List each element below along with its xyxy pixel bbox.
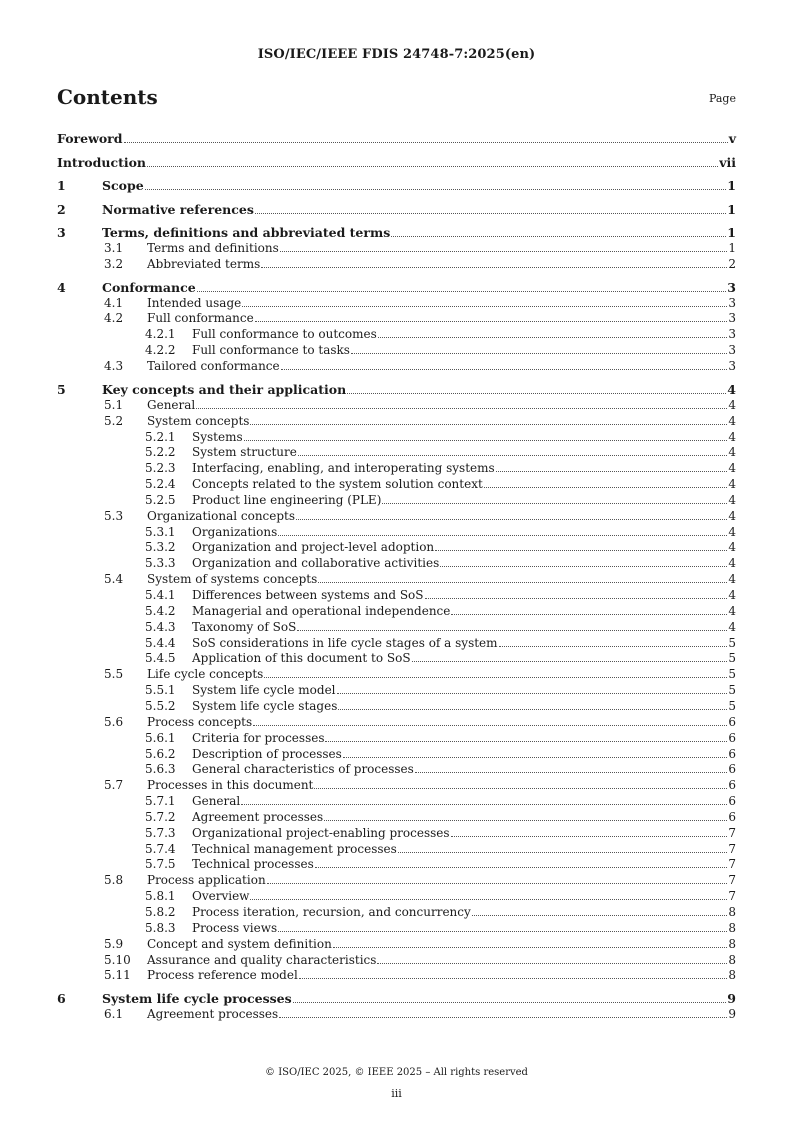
toc-entry-page: 5 [728,667,736,682]
toc-entry[interactable] [104,398,736,413]
dot-leader [241,803,727,805]
toc-entry[interactable] [104,667,736,682]
toc-entry-title: Agreement processes [147,1007,279,1022]
toc-entry-number: 4.2 [104,311,124,326]
toc-entry[interactable] [145,905,736,920]
toc-entry[interactable] [145,857,736,872]
toc-entry-title: Interfacing, enabling, and interoperating systems [192,461,495,476]
toc-entry-number: 5.4.5 [145,651,176,666]
toc-entry-number: 5.3.2 [145,540,176,555]
toc-entry-page: 1 [727,201,736,217]
dot-leader [145,188,727,190]
dot-leader [297,629,727,631]
toc-entry-number: 3.1 [104,240,124,255]
toc-entry[interactable] [104,359,736,374]
toc-entry-title: Organization and project-level adoption [192,540,435,555]
toc-entry-number: 5.8.1 [145,889,176,904]
toc-entry-number: 5.4.3 [145,619,176,634]
toc-entry[interactable] [145,477,736,492]
dot-leader [280,250,728,252]
toc-entry-title: Taxonomy of SoS [192,619,297,634]
dot-leader [318,581,727,583]
toc-entry-page: 7 [728,841,736,856]
toc-entry-number: 5.2.5 [145,492,176,507]
dot-leader [255,320,728,322]
toc-entry-page: 4 [728,397,736,412]
toc-entry[interactable] [145,889,736,904]
toc-entry-number: 4.1 [104,295,124,310]
toc-entry[interactable] [145,651,736,666]
toc-entry-page: 3 [728,295,736,310]
toc-entry[interactable] [145,461,736,476]
toc-entry-number: 5.9 [104,936,124,951]
toc-entry-number: 5.7.3 [145,825,176,840]
toc-entry[interactable] [104,572,736,587]
toc-entry-number: 5 [57,381,66,397]
dot-leader [472,914,728,916]
toc-entry-page: 4 [728,588,736,602]
toc-entry[interactable] [104,873,736,888]
toc-entry-title: Process reference model [147,968,298,983]
toc-entry-page: 5 [728,651,736,666]
toc-entry[interactable] [145,683,736,698]
toc-entry[interactable] [145,620,736,635]
toc-entry-number: 5.5 [104,667,124,682]
dot-leader [377,962,727,964]
toc-entry[interactable] [145,826,736,841]
dot-leader [281,368,728,370]
toc-entry-page: 6 [728,778,736,793]
dot-leader [499,645,728,647]
toc-entry-number: 4.3 [104,358,124,373]
toc-entry-title: Criteria for processes [192,730,325,745]
toc-entry-title: System of systems concepts [147,572,318,587]
toc-entry-page: 3 [727,279,736,295]
toc-entry-number: 5.6 [104,714,124,729]
toc-entry-title: Normative references [102,201,254,217]
toc-entry-title: System life cycle processes [102,991,292,1007]
toc-entry-page: 8 [728,936,736,951]
dot-leader [299,977,728,979]
toc-entry-number: 5.4.2 [145,603,176,618]
toc-entry-number: 5.2.4 [145,477,176,492]
dot-leader [261,266,727,268]
toc-entry-title: Foreword [57,131,123,146]
toc-entry-page: 4 [728,540,736,555]
dot-leader [378,336,728,338]
toc-entry-title: Agreement processes [192,809,324,824]
toc-entry-title: Concept and system definition [147,936,332,951]
toc-entry-number: 5.7 [104,778,124,793]
toc-entry[interactable] [145,731,736,746]
toc-entry[interactable] [104,1007,736,1022]
toc-entry[interactable] [104,257,736,272]
toc-entry-number: 4 [57,279,66,295]
toc-entry-title: Process iteration, recursion, and concurrency [192,905,471,919]
toc-entry-page: 4 [728,619,736,634]
dot-leader [435,549,727,551]
dot-leader [278,534,727,536]
toc-entry-title: Organizations [192,524,278,539]
toc-entry-number: 5.2.1 [145,429,176,444]
toc-entry[interactable] [104,953,736,968]
toc-entry-number: 5.10 [104,952,131,967]
toc-entry[interactable] [104,778,736,793]
toc-entry-page: 9 [727,991,736,1007]
toc-entry[interactable] [104,414,736,429]
toc-entry-page: vii [719,154,736,170]
dot-leader [398,851,728,853]
dot-leader [412,660,728,662]
toc-entry[interactable] [104,937,736,952]
toc-entry-page: 4 [727,381,736,397]
toc-entry-page: 2 [728,256,736,271]
dot-leader [347,392,726,394]
toc-entry-page: 1 [727,178,736,193]
toc-entry-title: Terms, definitions and abbreviated terms [102,225,391,240]
dot-leader [255,212,726,214]
toc-entry[interactable] [145,540,736,555]
toc-entry-title: System structure [192,445,297,460]
toc-entry-page: 5 [728,698,736,713]
toc-entry-page: 4 [728,572,736,587]
dot-leader [451,613,727,615]
toc-entry-number: 5.5.2 [145,698,176,713]
toc-entry[interactable] [145,636,736,651]
toc-entry-page: 3 [728,311,736,326]
toc-entry-number: 5.7.2 [145,809,176,824]
toc-entry[interactable] [145,794,736,809]
toc-entry-title: Abbreviated terms [147,256,261,271]
toc-entry[interactable] [145,588,736,603]
toc-entry-title: Product line engineering (PLE) [192,492,382,507]
toc-entry[interactable] [145,525,736,540]
toc-entry[interactable] [145,810,736,825]
dot-leader [382,502,727,504]
toc-entry[interactable] [145,762,736,777]
toc-entry[interactable] [145,921,736,936]
toc-entry[interactable] [57,155,736,170]
page-number: iii [391,1087,402,1100]
toc-entry[interactable] [145,604,736,619]
dot-leader [451,835,728,837]
copyright-footer: © ISO/IEC 2025, © IEEE 2025 – All rights reserved [265,1067,528,1078]
dot-leader [314,787,727,789]
toc-entry-title: Application of this document to SoS [192,651,411,666]
toc-entry-number: 6 [57,991,66,1007]
toc-entry-number: 3 [57,225,66,240]
page-column-label: Page [708,92,736,105]
toc-entry-title: Organizational concepts [147,508,296,523]
toc-entry[interactable] [57,991,736,1006]
toc-entry-number: 5.11 [104,968,131,983]
toc-entry-title: Conformance [102,279,196,295]
toc-entry-page: 6 [728,762,736,777]
toc-entry-page: 7 [728,873,736,888]
toc-entry-title: Organization and collaborative activities [192,556,440,571]
toc-entry-page: 6 [728,809,736,824]
toc-entry-page: 3 [728,327,736,342]
toc-entry-page: 4 [728,413,736,428]
toc-entry-title: Concepts related to the system solution context [192,477,483,492]
toc-entry-title: System concepts [147,413,250,428]
toc-entry-page: 8 [728,952,736,967]
toc-entry[interactable] [145,747,736,762]
toc-entry[interactable] [104,715,736,730]
toc-entry-title: Technical processes [192,857,314,872]
toc-entry-number: 5.2.2 [145,445,176,460]
dot-leader [333,946,728,948]
toc-entry[interactable] [104,968,736,983]
toc-entry-page: 6 [728,794,736,809]
dot-leader [343,756,728,758]
dot-leader [296,518,727,520]
toc-entry-page: 5 [728,635,736,650]
toc-entry[interactable] [145,445,736,460]
toc-entry-number: 5.7.1 [145,794,176,809]
toc-entry-title: Key concepts and their application [102,381,347,397]
toc-entry-title: Processes in this document [147,778,314,793]
toc-entry-page: 9 [728,1007,736,1022]
toc-entry-title: Full conformance to outcomes [192,327,377,342]
dot-leader [337,692,728,694]
dot-leader [298,454,728,456]
dot-leader [440,565,727,567]
dot-leader [244,439,728,441]
toc-entry-page: 4 [728,461,736,476]
dot-leader [197,290,727,292]
toc-entry[interactable] [57,225,736,240]
toc-entry-page: 5 [728,683,736,698]
toc-entry-number: 1 [57,178,66,193]
dot-leader [147,165,718,167]
toc-entry-title: Intended usage [147,295,242,310]
toc-entry-page: 4 [728,445,736,460]
dot-leader [250,898,727,900]
toc-entry-page: 4 [728,508,736,523]
toc-entry-page: 6 [728,746,736,761]
toc-entry[interactable] [145,493,736,508]
page-title: Contents [57,85,158,109]
toc-entry-page: 4 [728,556,736,571]
toc-entry-number: 5.6.3 [145,762,176,777]
toc-entry-title: Scope [102,178,144,193]
toc-entry-title: Organizational project-enabling processes [192,825,450,840]
toc-entry-title: Terms and definitions [147,240,279,255]
toc-entry-page: 6 [728,714,736,729]
dot-leader [496,470,728,472]
toc-entry[interactable] [104,311,736,326]
toc-entry-title: SoS considerations in life cycle stages of a system [192,635,498,650]
toc-entry-title: Tailored conformance [147,358,280,373]
toc-entry-page: 8 [728,905,736,919]
dot-leader [279,1016,727,1018]
dot-leader [196,407,727,409]
toc-entry[interactable] [145,699,736,714]
dot-leader [242,305,727,307]
document-header: ISO/IEC/IEEE FDIS 24748-7:2025(en) [257,47,536,62]
toc-entry-title: General [192,794,241,809]
toc-entry-number: 5.7.4 [145,841,176,856]
toc-entry[interactable] [145,430,736,445]
toc-entry-number: 5.7.5 [145,857,176,872]
toc-entry[interactable] [57,382,736,397]
dot-leader [415,771,728,773]
toc-entry-number: 5.4.1 [145,588,176,602]
toc-entry-number: 5.2 [104,413,124,428]
toc-entry-page: 3 [728,358,736,373]
toc-entry-number: 5.1 [104,397,124,412]
toc-entry-number: 4.2.2 [145,343,176,358]
toc-entry-page: 1 [727,225,736,240]
toc-entry-title: Full conformance [147,311,254,326]
toc-entry[interactable] [145,842,736,857]
toc-entry-number: 4.2.1 [145,327,176,342]
toc-entry-number: 5.4 [104,572,124,587]
toc-entry-title: Process views [192,920,278,935]
toc-entry-title: System life cycle stages [192,698,338,713]
toc-entry-number: 5.5.1 [145,683,176,698]
toc-entry-number: 5.2.3 [145,461,176,476]
dot-leader [267,882,728,884]
toc-entry[interactable] [104,509,736,524]
dot-leader [338,708,727,710]
toc-entry-title: General [147,397,196,412]
toc-entry-page: 6 [728,730,736,745]
dot-leader [391,235,726,237]
toc-entry-page: 7 [728,889,736,904]
toc-entry[interactable] [57,280,736,295]
toc-entry[interactable] [145,556,736,571]
toc-entry-number: 6.1 [104,1007,124,1022]
toc-entry-number: 5.8.2 [145,905,176,919]
toc-entry-page: 8 [728,920,736,935]
toc-entry[interactable] [57,202,736,217]
toc-entry-page: 7 [728,825,736,840]
toc-entry-title: Full conformance to tasks [192,343,350,358]
toc-entry-page: 4 [728,524,736,539]
dot-leader [278,930,727,932]
toc-entry[interactable] [57,178,736,193]
dot-leader [264,676,727,678]
toc-entry-title: General characteristics of processes [192,762,414,777]
toc-entry-page: 4 [728,429,736,444]
dot-leader [484,486,728,488]
dot-leader [324,819,727,821]
toc-entry[interactable] [145,327,736,342]
toc-entry-title: Technical management processes [192,841,397,856]
toc-entry-title: System life cycle model [192,683,336,698]
toc-entry-page: 7 [728,857,736,872]
toc-entry-page: 1 [728,240,736,255]
toc-entry-title: Process concepts [147,714,253,729]
dot-leader [325,740,727,742]
toc-entry-number: 5.3.3 [145,556,176,571]
toc-entry-number: 5.3 [104,508,124,523]
toc-entry-page: v [728,131,736,146]
toc-entry-page: 4 [728,477,736,492]
toc-entry-title: Differences between systems and SoS [192,588,424,602]
toc-entry-title: Systems [192,429,243,444]
toc-entry-number: 3.2 [104,256,124,271]
toc-entry-page: 4 [728,492,736,507]
toc-entry[interactable] [57,131,736,146]
toc-entry-title: Assurance and quality characteristics [147,952,377,967]
dot-leader [124,141,728,143]
toc-entry-title: Life cycle concepts [147,667,264,682]
toc-entry-number: 5.3.1 [145,524,176,539]
dot-leader [253,724,727,726]
toc-entry-page: 8 [728,968,736,983]
toc-entry-title: Managerial and operational independence [192,603,451,618]
toc-entry-page: 3 [728,343,736,358]
dot-leader [315,866,728,868]
toc-entry[interactable] [104,241,736,256]
toc-entry[interactable] [145,343,736,358]
dot-leader [351,352,727,354]
toc-entry-page: 4 [728,603,736,618]
toc-entry-number: 5.6.1 [145,730,176,745]
toc-entry-number: 5.4.4 [145,635,176,650]
toc-entry-title: Process application [147,873,266,888]
toc-entry-number: 5.8 [104,873,124,888]
toc-entry-number: 5.8.3 [145,920,176,935]
toc-entry-title: Description of processes [192,746,342,761]
dot-leader [250,423,727,425]
toc-entry-number: 5.6.2 [145,746,176,761]
toc-entry-title: Introduction [57,154,147,170]
dot-leader [293,1001,727,1003]
dot-leader [425,597,728,599]
toc-entry[interactable] [104,296,736,311]
toc-entry-number: 2 [57,201,66,217]
toc-entry-title: Overview [192,889,250,904]
